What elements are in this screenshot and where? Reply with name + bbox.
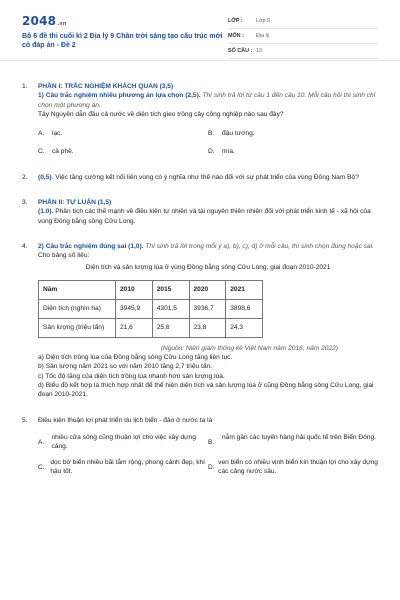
question-number: 2.: [22, 173, 28, 181]
table-cell: 21,6: [116, 318, 153, 337]
option-b[interactable]: B. đậu tương.: [208, 130, 255, 138]
section-title: PHẦN I: TRẮC NGHIỆM KHÁCH QUAN (3,5): [38, 83, 174, 90]
site-logo[interactable]: 2048.vn: [22, 14, 67, 28]
question-text: Điều kiện thuận lợi phát triển du lịch biển - đảo ở nước ta là: [38, 416, 213, 424]
option-c[interactable]: C. dọc bờ biển nhiều bãi tắm rộng, phong cảnh đẹp, khí hậu tốt.: [38, 458, 205, 475]
table-row: [39, 318, 263, 337]
section-title: PHẦN II: TỰ LUẬN (1,5): [38, 199, 112, 207]
option-c[interactable]: C. cà phê.: [38, 148, 74, 156]
answer-options: [38, 129, 378, 157]
row-label: Diện tích (nghìn ha): [39, 299, 116, 318]
table-header-cell: Năm: [39, 280, 116, 299]
question-number: 1.: [22, 83, 28, 90]
statement-c[interactable]: c) Tốc độ tăng của diện tích trồng lúa nhanh hơn sản lượng lúa.: [38, 372, 225, 380]
exam-content: [0, 82, 400, 476]
statement-b[interactable]: b) Sản lượng năm 2021 so với năm 2010 tăng 2,7 triệu tấn.: [38, 363, 212, 371]
table-cell: 25,6: [152, 318, 189, 337]
option-a[interactable]: A. nhiều cửa sông cũng thuận lợi cho việc xây dựng cảng.: [38, 433, 196, 451]
meta-value: Địa lý: [256, 33, 270, 39]
meta-key: LỚP :: [228, 18, 243, 24]
meta-value: Lớp 9: [256, 18, 271, 24]
meta-key: MÔN :: [228, 33, 244, 39]
table-cell: 3898,6: [226, 299, 263, 318]
table-cell: 4301,5: [152, 299, 189, 318]
statement-a[interactable]: a) Diện tích trồng lúa của Đồng bằng sông Cửu Long tăng liên tục.: [38, 354, 233, 362]
question-5: [22, 416, 378, 476]
option-d[interactable]: D. ven biển có nhiều vịnh biển kín thuận lợi cho xây dựng các cảng nước sâu.: [208, 458, 378, 475]
table-header-cell: 2010: [116, 280, 153, 299]
question-text: Tây Nguyên dẫn đầu cả nước về diện tích gieo trồng cây công nghiệp nào sau đây?: [38, 110, 284, 118]
row-label: Sản lượng (triệu tấn): [39, 318, 116, 337]
instruction: 1) Câu trắc nghiệm nhiều phương án lựa chọn (2,5). Thí sinh trả lời từ câu 1 đến câu 10. Mỗi câu hỏi thí sinh chỉ chọn một phương án.: [38, 92, 376, 109]
question-4: [22, 242, 378, 400]
question-text: (0,5). Việc tăng cường kết nối liên vùng có ý nghĩa như thế nào đối với sự phát triển của vùng Đông Nam Bộ?: [38, 173, 359, 181]
exam-meta: [228, 14, 378, 59]
table-cell: 24,3: [226, 318, 263, 337]
table-cell: 3936,7: [189, 299, 226, 318]
question-number: 5.: [22, 416, 28, 424]
table-header-cell: 2020: [189, 280, 226, 299]
option-a[interactable]: A. lạc.: [38, 130, 63, 138]
table-cell: 3945,9: [116, 299, 153, 318]
question-number: 3.: [22, 199, 28, 207]
option-b[interactable]: B. nằm gần các tuyến hàng hải quốc tế trên Biển Đông.: [208, 433, 376, 446]
question-2: [22, 173, 378, 182]
option-d[interactable]: D. mía.: [208, 148, 235, 156]
question-3: [22, 198, 378, 226]
statement-d[interactable]: d) Biểu đồ kết hợp là thích hợp nhất để thể hiện diện tích và sản lượng lúa ở cũng Đồng bằng sông Cửu Long, giai đoạn 2010-2021.: [38, 382, 374, 399]
table-cell: 23,8: [189, 318, 226, 337]
meta-subject-row: [228, 29, 378, 44]
meta-class-row: [228, 14, 378, 29]
data-table: [38, 280, 263, 338]
table-source: (Nguồn: Niên giám thống kê Việt Nam năm 2016, năm 2022): [160, 344, 338, 352]
question-text: (1.0). Phân tích các thế mạnh về điều kiện tự nhiên và tài nguyên thiên nhiên đối với phát triển kinh tế - xã hội của vùng Đồng bằng sông Cửu Long.: [38, 208, 371, 225]
question-1: [22, 82, 378, 157]
table-header-row: [39, 280, 263, 299]
table-header-cell: 2015: [152, 280, 189, 299]
given-label: Cho bảng số liệu:: [38, 252, 90, 260]
table-row: [39, 299, 263, 318]
question-number: 4.: [22, 242, 28, 250]
meta-value: 13: [256, 48, 262, 54]
page-title: Bộ 6 đề thi cuối kì 2 Địa lý 9 Chân trời sáng tạo cấu trúc mới có đáp án - Đề 2: [22, 33, 223, 49]
meta-count-row: [228, 44, 378, 59]
table-caption: Diện tích và sản lượng lúa ở vùng Đồng bằng sông Cửu Long, giai đoạn 2010-2021: [85, 263, 331, 271]
instruction: 2) Câu trắc nghiệm đúng sai (1,0). Thí sinh trả lời trong mỗi ý a), b), c), d) ở mỗi câu, thí sinh chọn đúng hoặc sai.: [38, 242, 374, 250]
answer-options: [38, 433, 378, 476]
table-header-cell: 2021: [226, 280, 263, 299]
meta-key: SỐ CÂU :: [228, 48, 253, 54]
page-header: [0, 0, 400, 61]
